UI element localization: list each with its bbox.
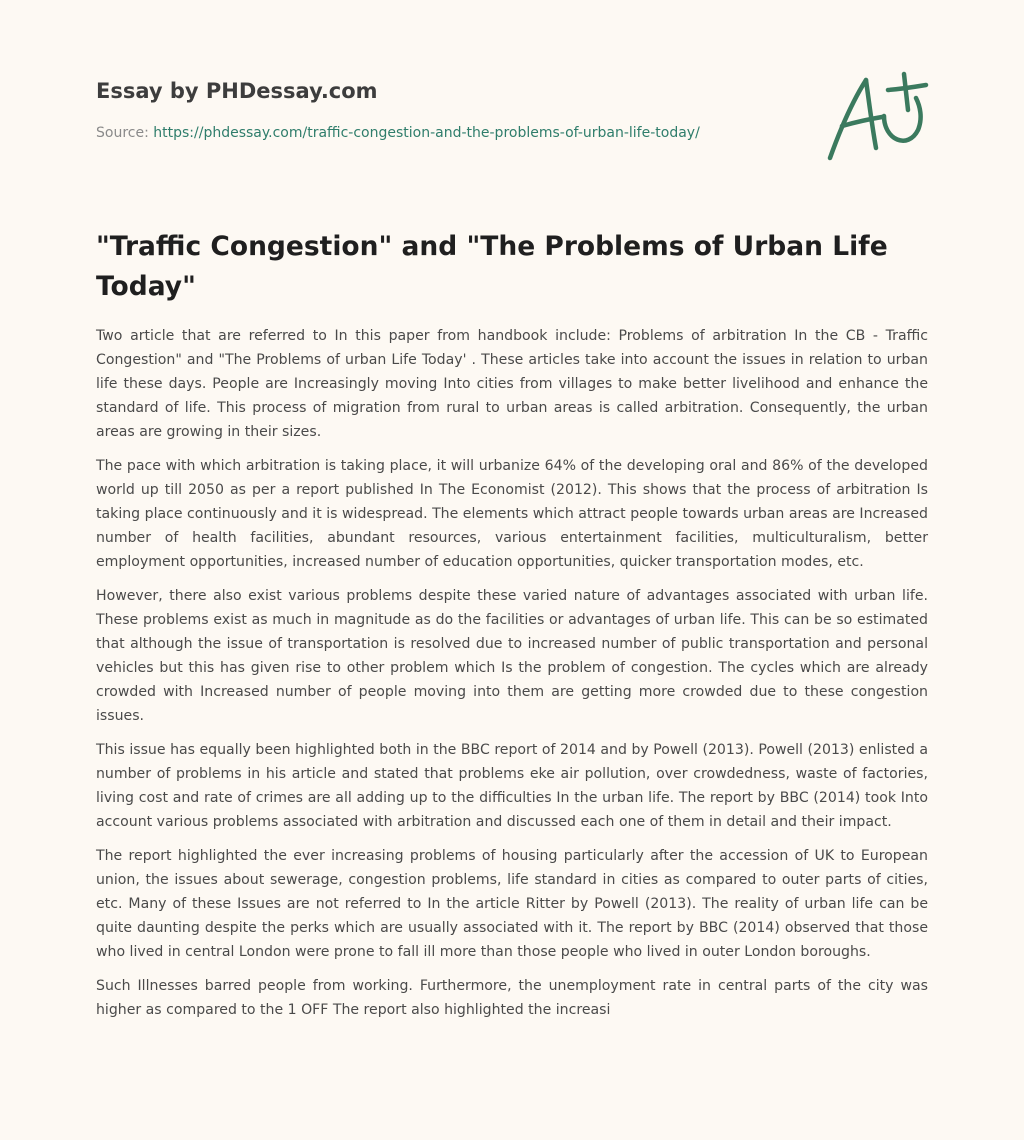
essay-paragraph: The report highlighted the ever increasing problems of housing particularly after the accession of UK to European union, the issues about sewerage, congestion problems, life standard in cities as compared to outer parts of cities, etc. Many of these Issues are not referred to In the article Ritter by Powell (2013). The reality of urban life can be quite daunting despite the perks which are usually associated with it. The report by BBC (2014) observed that those who lived in central London were prone to fall ill more than those people who lived in outer London boroughs. [96,848,928,960]
site-brand: Essay by PHDessay.com [96,79,378,103]
essay-paragraph: This issue has equally been highlighted both in the BBC report of 2014 and by Powell (2013). Powell (2013) enlisted a number of problems in his article and stated that problems eke air pollution, over crowdedness, waste of factories, living cost and rate of crimes are all adding up to the difficulties In the urban life. The report by BBC (2014) took Into account various problems associated with arbitration and discussed each one of them in detail and their impact. [96,742,928,830]
essay-paragraph: However, there also exist various problems despite these varied nature of advantages associated with urban life. These problems exist as much in magnitude as do the facilities or advantages of urban life. This can be so estimated that although the issue of transportation is resolved due to increased number of public transportation and personal vehicles but this has given rise to other problem which Is the problem of congestion. The cycles which are already crowded with Increased number of people moving into them are getting more crowded due to these congestion issues. [96,588,928,724]
essay-paragraph: The pace with which arbitration is taking place, it will urbanize 64% of the developing oral and 86% of the developed world up till 2050 as per a report published In The Economist (2012). This shows that the process of arbitration Is taking place continuously and it is widespread. The elements which attract people towards urban areas are Increased number of health facilities, abundant resources, various entertainment facilities, multiculturalism, better employment opportunities, increased number of education opportunities, quicker transportation modes, etc. [96,458,928,570]
a-plus-logo-icon [822,68,930,164]
source-link[interactable]: https://phdessay.com/traffic-congestion-and-the-problems-of-urban-life-today/ [153,125,700,141]
essay-body [96,324,928,1032]
essay-paragraph: Two article that are referred to In this paper from handbook include: Problems of arbitration In the CB - Traffic Congestion" and "The Problems of urban Life Today' . These articles take into account the issues in relation to urban life these days. People are Increasingly moving Into cities from villages to make better livelihood and enhance the standard of life. This process of migration from rural to urban areas is called arbitration. Consequently, the urban areas are growing in their sizes. [96,328,928,440]
essay-title: "Traffic Congestion" and "The Problems of Urban Life Today" [96,231,888,302]
source-line [96,123,796,143]
site-header [96,78,796,143]
source-label: Source: [96,125,149,141]
a-plus-grade-icon [822,68,930,164]
essay-paragraph: Such Illnesses barred people from working. Furthermore, the unemployment rate in central parts of the city was higher as compared to the 1 OFF The report also highlighted the increasi [96,978,928,1018]
